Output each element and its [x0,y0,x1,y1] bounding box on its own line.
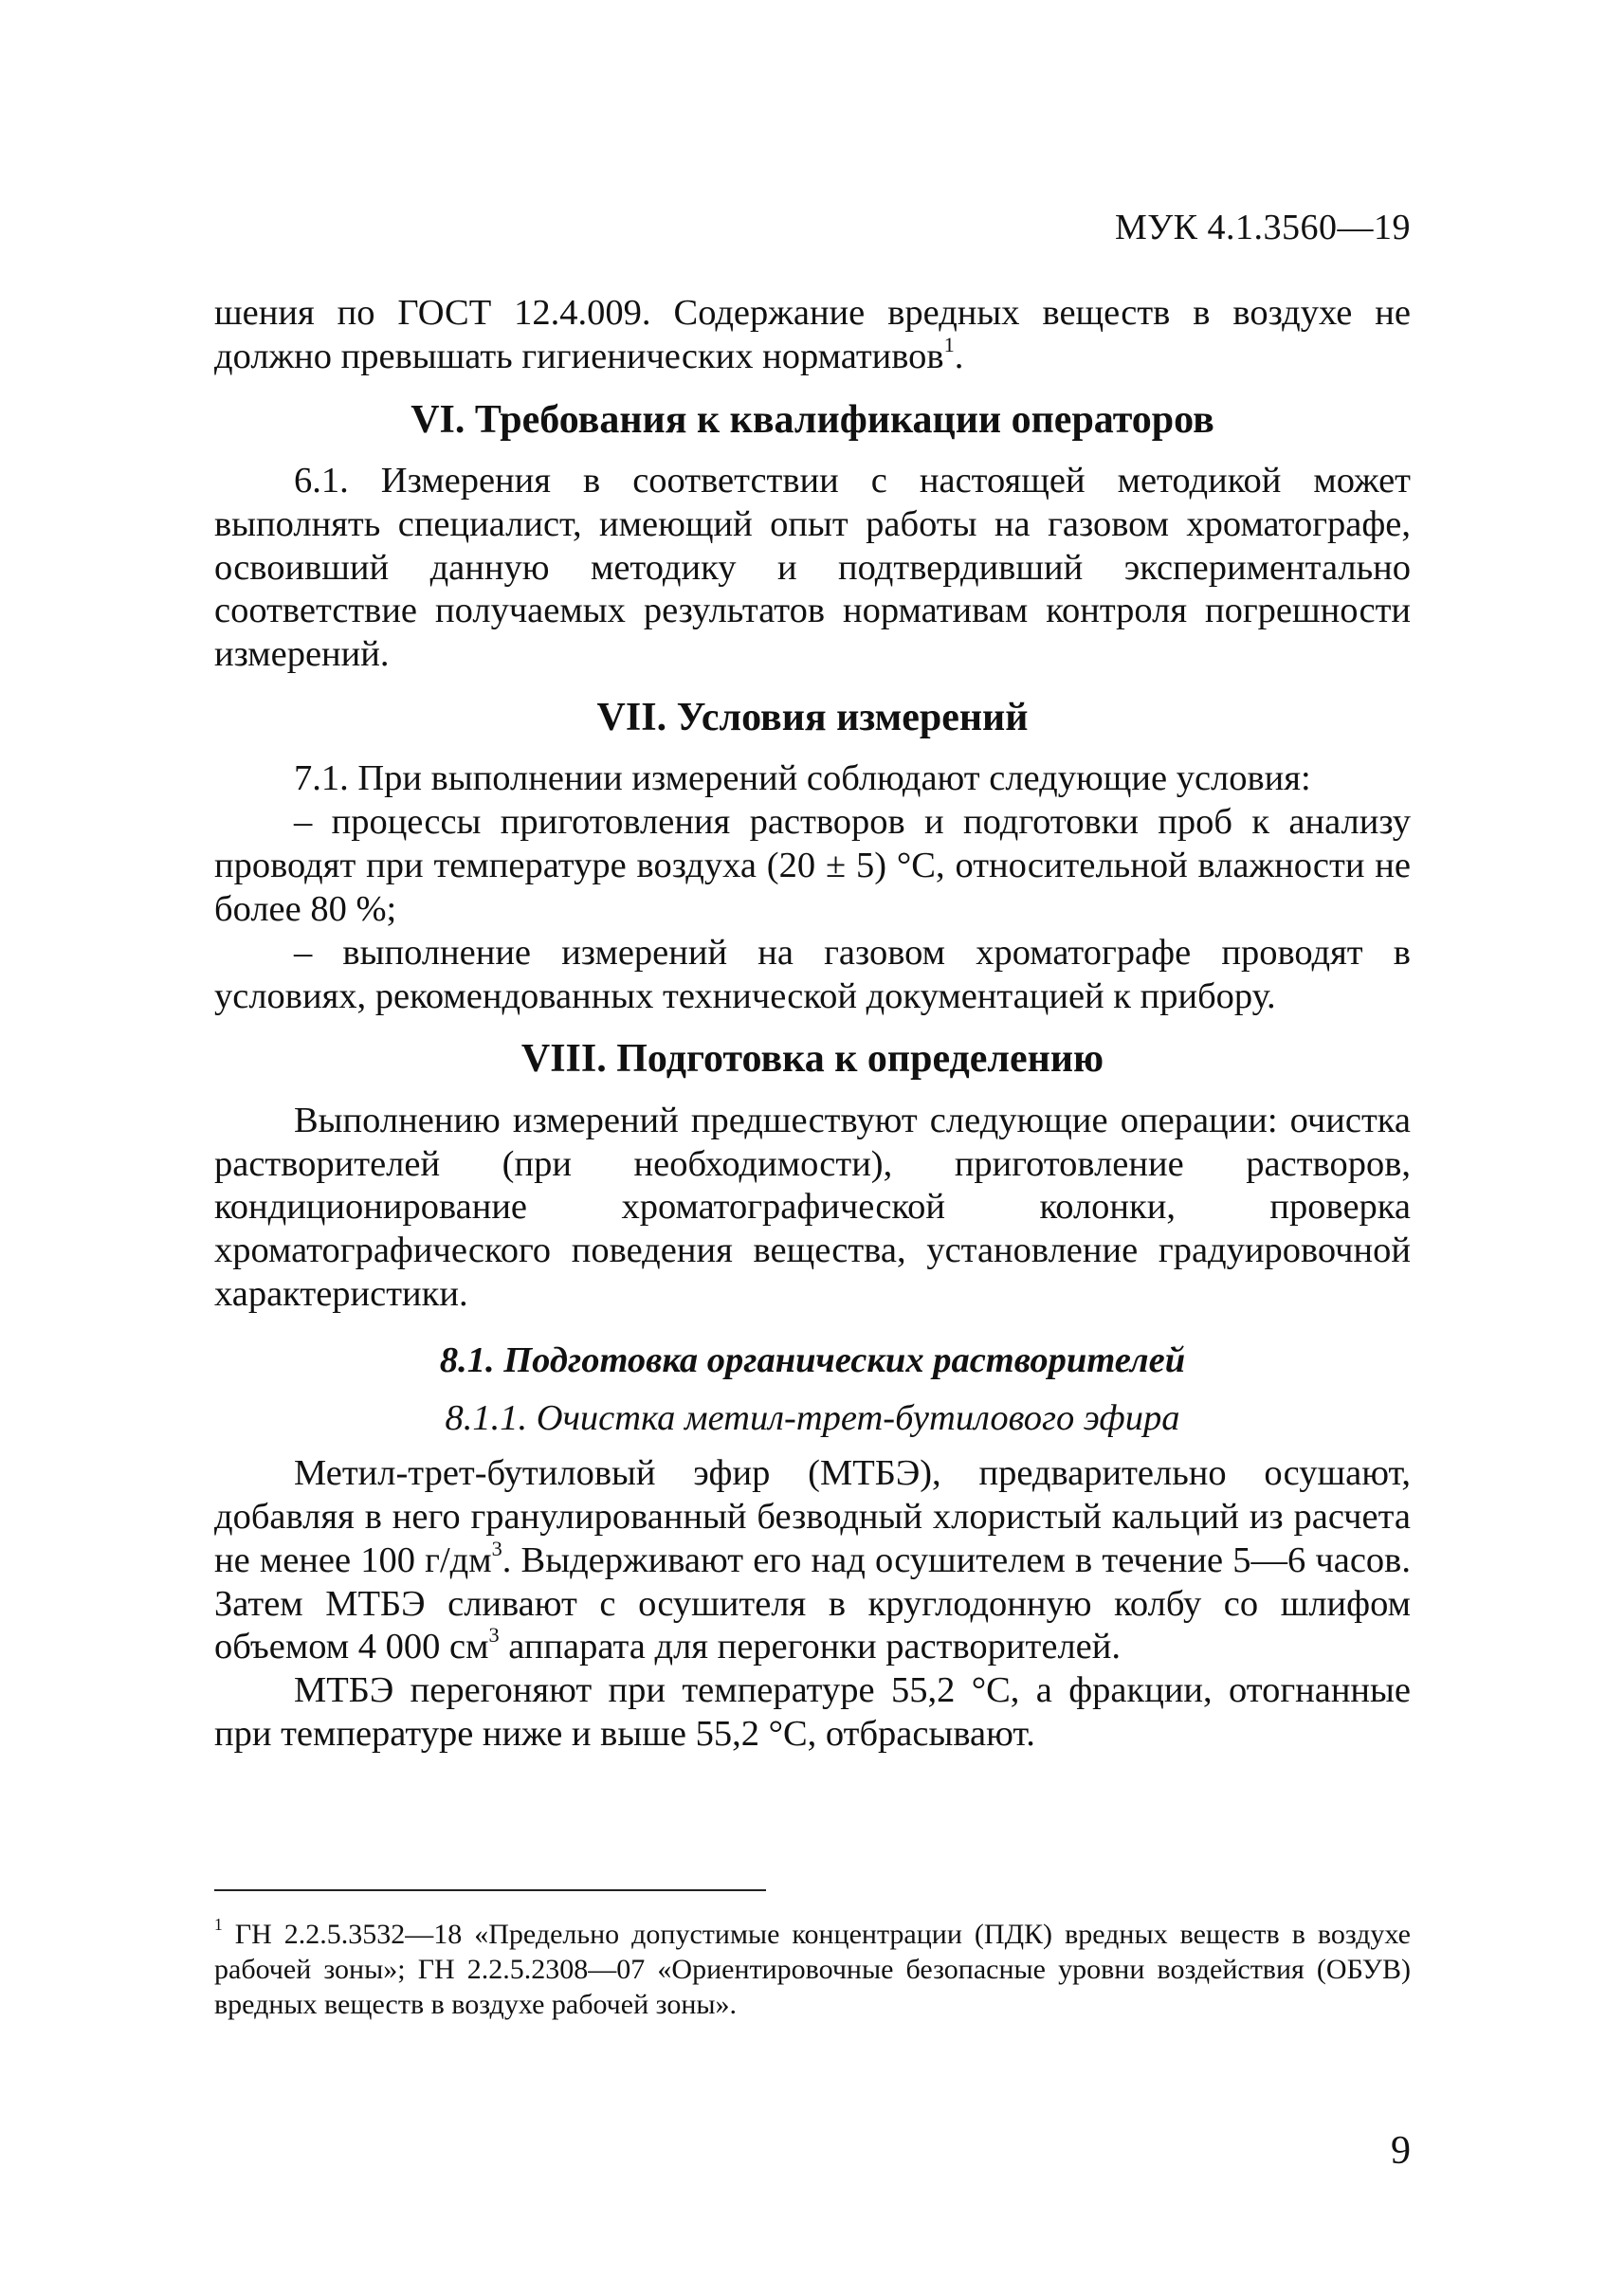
section-7-paragraph-3: – выполнение измерений на газовом хроматографе проводят в условиях, рекомендованных технической документацией к прибору. [214,932,1411,1016]
superscript-3: 3 [488,1623,500,1648]
intro-text: шения по ГОСТ 12.4.009. Содержание вредных веществ в воздухе не должно превышать гигиенических нормативов [214,293,1411,376]
section-8-paragraph-2 [214,1452,1411,1669]
section-7-heading: VII. Условия измерений [596,696,1029,740]
superscript-3: 3 [491,1536,502,1560]
page-number: 9 [1391,2129,1411,2173]
footnote [214,1917,1411,2023]
page-content [214,292,1411,1757]
section-8-heading: VIII. Подготовка к определению [520,1037,1104,1082]
section-8-paragraph-3: МТБЭ перегоняют при температуре 55,2 °С, а фракции, отогнанные при температуре ниже и выше 55,2 °С, отбрасывают. [214,1670,1411,1755]
section-6-heading: VI. Требования к квалификации операторов [411,397,1214,442]
document-code-header: МУК 4.1.3560—19 [1114,208,1411,247]
footnote-reference: 1 [943,332,955,356]
subsection-8-1-heading: 8.1. Подготовка органических растворителей [439,1339,1186,1380]
footnote-separator [214,1889,766,1891]
paragraph-2-part-a: Метил-трет-бутиловый эфир (МТБЭ), предварительно осушают, добавляя в него гранулированный безводный хлористый кальций из расчета не менее 100 г/дм [214,1453,1411,1580]
paragraph-2-part-c: аппарата для перегонки растворителей. [499,1627,1121,1667]
subsection-8-1-1-heading: 8.1.1. Очистка метил-трет-бутилового эфира [445,1397,1180,1438]
intro-paragraph [214,292,1411,379]
paragraph-2-part-b: . Выдерживают его над осушителем в течение 5—6 часов. Затем МТБЭ сливают с осушителя в круглодонную колбу со шлифом объемом 4 000 см [214,1539,1411,1667]
footnote-mark: 1 [214,1915,223,1935]
section-6-paragraph-1: 6.1. Измерения в соответствии с настоящей методикой может выполнять специалист, имеющий опыт работы на газовом хроматографе, освоивший данную методику и подтвердивший экспериментально соответствие получаемых результатов нормативам контроля погрешности измерений. [214,461,1411,675]
intro-end: . [954,336,964,376]
section-8-paragraph-1: Выполнению измерений предшествуют следующие операции: очистка растворителей (при необходимости), приготовление растворов, кондиционирование хроматографической колонки, проверка хроматографического поведения вещества, установление градуировочной характеристики. [214,1100,1411,1314]
section-7-paragraph-1: 7.1. При выполнении измерений соблюдают следующие условия: [294,758,1311,799]
footnote-text: ГН 2.2.5.3532—18 «Предельно допустимые концентрации (ПДК) вредных веществ в воздухе рабочей зоны»; ГН 2.2.5.2308—07 «Ориентировочные безопасные уровни воздействия (ОБУВ) вредных веществ в воздухе рабочей зоны». [214,1919,1411,2021]
section-7-paragraph-2: – процессы приготовления растворов и подготовки проб к анализу проводят при температуре воздуха (20 ± 5) °С, относительной влажности не более 80 %; [214,802,1411,929]
